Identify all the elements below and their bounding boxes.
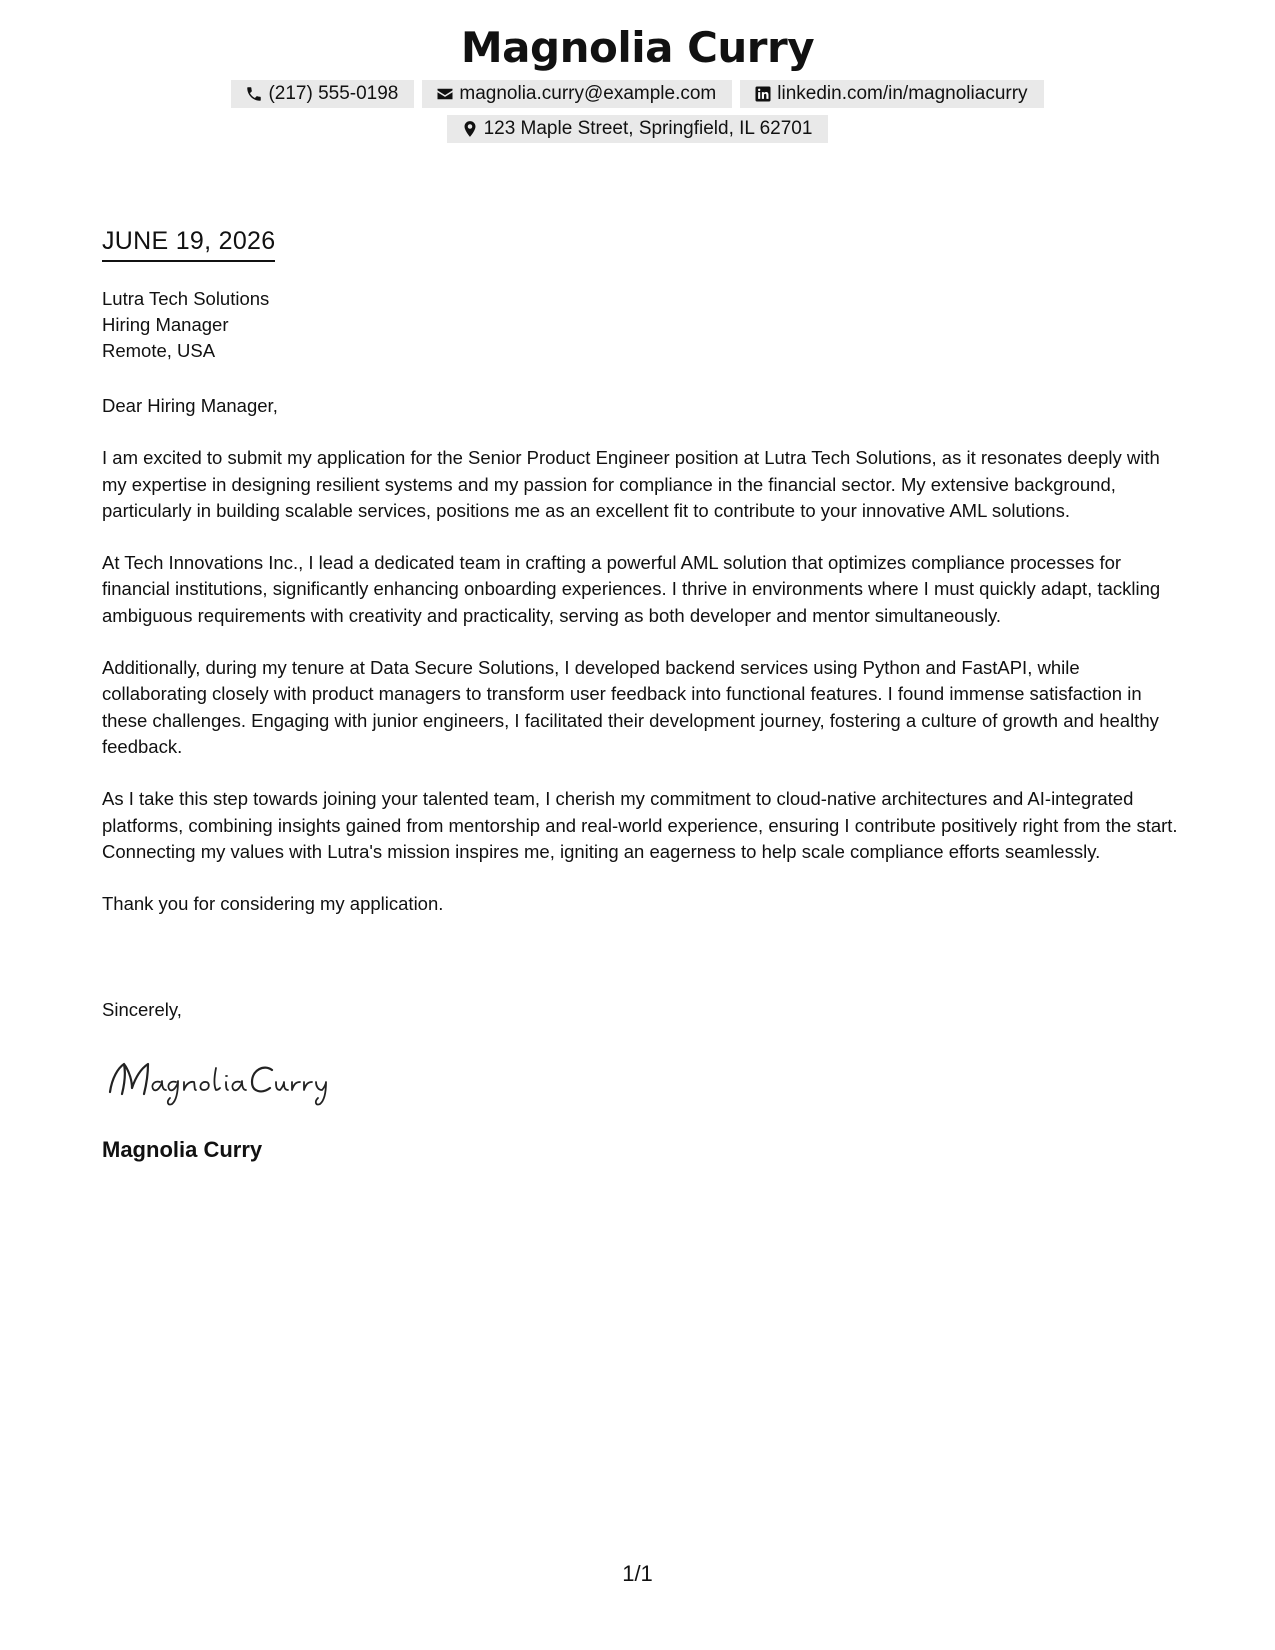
page-indicator: 1/1 xyxy=(622,1561,653,1586)
phone-icon xyxy=(245,85,263,103)
phone-contact[interactable] xyxy=(231,80,414,108)
closing: Sincerely, xyxy=(102,999,182,1020)
envelope-icon xyxy=(436,85,454,103)
linkedin-icon xyxy=(754,85,772,103)
paragraph-3: Additionally, during my tenure at Data Secure Solutions, I developed backend services using Python and FastAPI, while collaborating closely with product managers to transform user feedback into functional features. I found immense satisfaction in these challenges. Engaging with junior engineers, I facilitated their development journey, fostering a culture of growth and healthy feedback. xyxy=(102,657,1159,757)
address-contact xyxy=(447,115,829,143)
paragraph-4: As I take this step towards joining your talented team, I cherish my commitment to cloud-native architectures and AI-integrated platforms, combining insights gained from mentorship and real-world experience, ensuring I contribute positively right from the start. Connecting my values with Lutra's mission inspires me, igniting an eagerness to help scale compliance efforts seamlessly. xyxy=(102,788,1178,862)
paragraph-5: Thank you for considering my application. xyxy=(102,893,444,915)
contact-info-row xyxy=(0,80,1275,108)
address-row xyxy=(0,115,1275,143)
paragraph-2: At Tech Innovations Inc., I lead a dedicated team in crafting a powerful AML solution that optimizes compliance processes for financial institutions, significantly enhancing onboarding experiences. I thrive in environments where I must quickly adapt, tackling ambiguous requirements with creativity and practicality, serving as both developer and mentor simultaneously. xyxy=(102,552,1161,626)
letter-body xyxy=(102,393,1182,943)
phone-text: (217) 555-0198 xyxy=(268,83,399,104)
paragraph-1: I am excited to submit my application for the Senior Product Engineer position at Lutra Tech Solutions, as it resonates deeply with my expertise in designing resilient systems and my passion for compliance in the financial sector. My extensive background, particularly in building scalable services, positions me as an excellent fit to contribute to your innovative AML solutions. xyxy=(102,447,1160,521)
salutation: Dear Hiring Manager, xyxy=(102,395,278,416)
recipient-block xyxy=(102,286,269,364)
applicant-name: Magnolia Curry xyxy=(460,23,815,72)
recipient-company: Lutra Tech Solutions xyxy=(102,288,270,309)
email-text: magnolia.curry@example.com xyxy=(459,83,717,104)
linkedin-text: linkedin.com/in/magnoliacurry xyxy=(777,83,1028,104)
handwritten-signature xyxy=(102,1048,362,1108)
address-text: 123 Maple Street, Springfield, IL 62701 xyxy=(483,118,813,139)
map-pin-icon xyxy=(461,120,479,138)
email-contact[interactable] xyxy=(422,80,732,108)
signer-name: Magnolia Curry xyxy=(102,1137,263,1162)
letter-date: JUNE 19, 2026 xyxy=(102,226,275,262)
recipient-title: Hiring Manager xyxy=(102,314,229,335)
linkedin-contact[interactable] xyxy=(740,80,1043,108)
recipient-location: Remote, USA xyxy=(102,340,216,361)
